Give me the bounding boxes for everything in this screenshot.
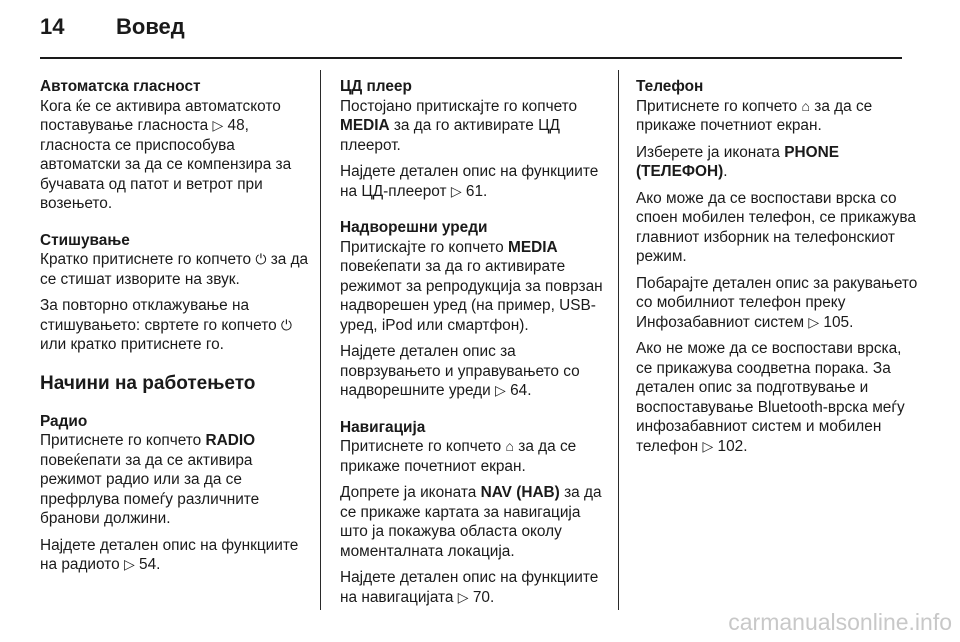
- text: Притискајте го копчето: [340, 238, 504, 256]
- text: повеќепати за да го активирате режимот за репродукција за поврзан надворешен уред (на пример, USB-уред, iPod или смартфон).: [340, 258, 603, 334]
- section-radio: [40, 412, 318, 575]
- text: Ако не може да се воспостави врска, се прикажува соодветна порака. За детален опис за подготвување и воспоставување Bluetooth-врска меѓу инфозабавниот систем и мобилен телефон: [636, 340, 905, 455]
- column-divider: [320, 70, 321, 610]
- home-icon: ⌂: [505, 438, 514, 454]
- paragraph: [340, 97, 606, 156]
- paragraph: [340, 162, 606, 201]
- paragraph: [40, 536, 318, 575]
- text: гласноста се приспособува автоматски за да се компензира за бучавата од патот и ветрот при возењето.: [40, 136, 292, 212]
- text: Најдете деталeн опис на функциите на радиото: [40, 536, 299, 573]
- section-title: Автоматска гласност: [40, 78, 201, 95]
- key-label: RADIO: [205, 432, 256, 449]
- text: Постојано притискајте го копчето: [340, 97, 578, 115]
- text: Допрете ја иконата: [340, 484, 477, 501]
- text: Најдете детален опис за поврзувањето и управувањето со надворешните уреди: [340, 343, 580, 399]
- page-ref[interactable]: 61.: [465, 182, 488, 200]
- section-auto-volume: [40, 77, 318, 214]
- page-ref[interactable]: 48,: [227, 117, 249, 134]
- text: .: [723, 163, 728, 180]
- section-title: Надворешни уреди: [340, 219, 488, 236]
- section-title: Навигација: [340, 418, 426, 436]
- ref-arrow-icon: ▷: [450, 182, 462, 199]
- column-3: [636, 77, 918, 473]
- paragraph: [340, 437, 606, 476]
- section-title: Стишување: [40, 231, 130, 249]
- section-title: Телефон: [636, 78, 704, 95]
- text: За повторно отклажување на стишувањето: свртете го копчето: [40, 297, 277, 334]
- text: за да се стишат изворите на звук.: [40, 251, 309, 288]
- text: Притиснете го копчето: [340, 438, 502, 455]
- text: Најдете детален опис на функциите на ЦД-плеерот: [340, 163, 599, 200]
- key-label: MEDIA: [340, 117, 390, 134]
- ref-arrow-icon: ▷: [457, 588, 469, 605]
- section-title: Радио: [40, 412, 88, 430]
- page-ref[interactable]: 105.: [823, 313, 854, 331]
- ref-arrow-icon: ▷: [123, 556, 135, 572]
- section-mute: [40, 231, 318, 355]
- paragraph: [40, 431, 318, 529]
- ref-arrow-icon: ▷: [702, 437, 714, 454]
- paragraph: [40, 250, 318, 289]
- text: Изберете ја иконата: [636, 143, 780, 161]
- text: повеќепати за да се активира режимот радио или за да се префрлува помеѓу различните бранови должини.: [40, 451, 260, 527]
- section-external-devices: [340, 218, 606, 401]
- text: Побарајте детален опис за ракувањето со мобилниот телефон преку Инфозабавниот систем: [636, 274, 918, 331]
- ref-arrow-icon: ▷: [212, 117, 224, 133]
- paragraph: [340, 238, 606, 336]
- watermark: carmanualsonline.info: [728, 609, 952, 635]
- text: за да се прикаже картата за навигација што ја покажува областа околу моменталната локација.: [340, 484, 602, 560]
- paragraph: [636, 143, 918, 182]
- ref-arrow-icon: ▷: [495, 382, 506, 398]
- column-divider: [618, 70, 619, 610]
- page-ref[interactable]: 64.: [510, 382, 532, 399]
- key-label: MEDIA: [508, 238, 558, 256]
- paragraph: [340, 342, 606, 401]
- paragraph: Ако може да се воспостави врска со споен мобилен телефон, се прикажува главниот изборник на телефонскиот режим.: [636, 189, 916, 265]
- page-ref[interactable]: 54.: [139, 556, 161, 573]
- text: Кога ќе се активира автоматското поставување гласноста: [40, 97, 281, 134]
- paragraph: [636, 339, 918, 456]
- key-label: PHONE (ТЕЛЕФОН): [636, 143, 839, 180]
- column-2: [340, 77, 606, 624]
- section-title: ЦД плеер: [340, 78, 412, 95]
- paragraph: [40, 97, 318, 214]
- text: Притиснете го копчето: [636, 97, 798, 115]
- power-icon: ⏻: [280, 316, 292, 333]
- page-title: Вовед: [116, 14, 185, 39]
- text: за да го активирате ЦД плеерот.: [340, 117, 560, 154]
- section-heading-modes: Начини на работењето: [40, 372, 256, 394]
- column-1: [40, 77, 318, 592]
- page-ref[interactable]: 70.: [472, 588, 495, 606]
- paragraph: [636, 274, 918, 333]
- home-icon: ⌂: [801, 97, 810, 114]
- paragraph: [340, 483, 606, 561]
- paragraph: [636, 97, 918, 136]
- paragraph: [340, 568, 606, 607]
- power-icon: ⏻: [255, 251, 267, 267]
- key-label: NAV (НАВ): [480, 484, 560, 501]
- text: или кратко притиснете го.: [40, 336, 224, 353]
- paragraph: [40, 296, 318, 355]
- text: Кратко притиснете го копчето: [40, 251, 252, 268]
- page-number: 14: [40, 14, 65, 39]
- text: Најдете детален опис на функциите на навигацијата: [340, 569, 599, 606]
- page-ref[interactable]: 102.: [717, 437, 748, 455]
- section-phone: [636, 77, 918, 456]
- section-navigation: [340, 418, 606, 608]
- header-rule: [40, 57, 902, 59]
- text: Притиснете го копчето: [40, 432, 202, 449]
- text: за да се прикаже почетниот екран.: [636, 97, 873, 134]
- section-cd-player: [340, 77, 606, 201]
- ref-arrow-icon: ▷: [808, 313, 820, 330]
- text: за да се прикаже почетниот екран.: [340, 438, 577, 475]
